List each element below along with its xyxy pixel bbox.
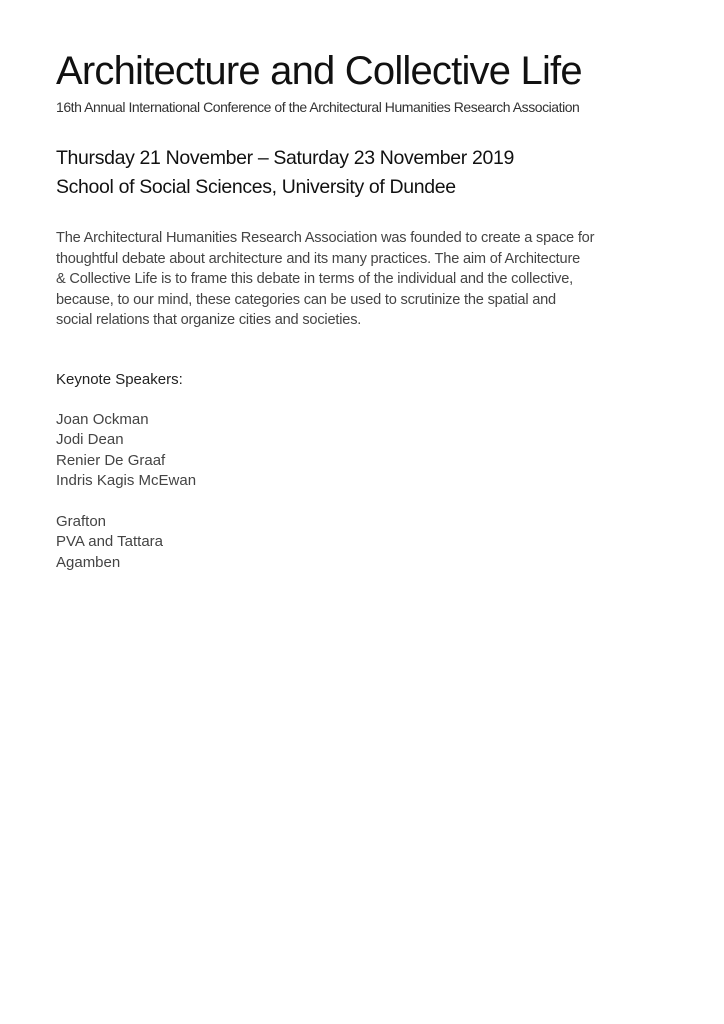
event-details — [56, 144, 696, 202]
speaker-list-secondary — [56, 512, 696, 574]
speaker-name: Renier De Graaf — [56, 451, 166, 469]
intro-paragraph — [56, 228, 666, 331]
page-title: Architecture and Collective Life — [56, 49, 582, 93]
intro-line: & Collective Life is to frame this debate in terms of the individual and the collective, — [56, 271, 573, 287]
speaker-name: Agamben — [56, 553, 121, 571]
intro-line: social relations that organize cities and societies. — [56, 312, 362, 328]
speaker-name: Grafton — [56, 512, 107, 530]
event-dates: Thursday 21 November – Saturday 23 November 2019 — [56, 147, 514, 169]
document-page — [56, 48, 696, 573]
intro-line: because, to our mind, these categories can be used to scrutinize the spatial and — [56, 291, 556, 308]
speaker-list-primary — [56, 410, 696, 492]
speaker-name: Indris Kagis McEwan — [56, 472, 197, 489]
speaker-name: PVA and Tattara — [56, 533, 164, 550]
speaker-name: Joan Ockman — [56, 410, 149, 428]
event-venue: School of Social Sciences, University of Dundee — [56, 176, 456, 198]
keynote-heading: Keynote Speakers: — [56, 370, 183, 388]
speaker-name: Jodi Dean — [56, 431, 124, 448]
intro-line: thoughtful debate about architecture and its many practices. The aim of Architecture — [56, 250, 581, 267]
page-subtitle: 16th Annual International Conference of the Architectural Humanities Research Association — [56, 99, 580, 115]
intro-line: The Architectural Humanities Research Association was founded to create a space for — [56, 230, 595, 246]
